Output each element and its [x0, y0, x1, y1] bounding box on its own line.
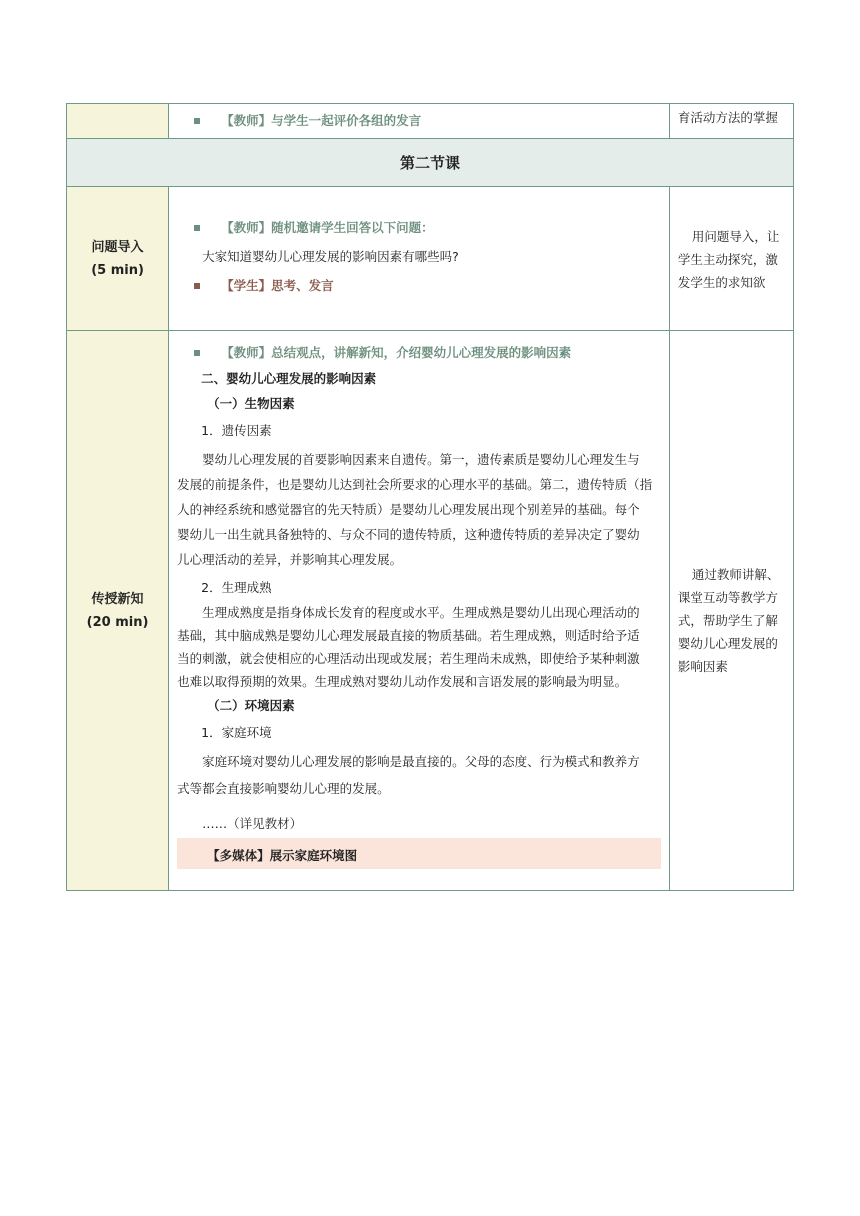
para-line: 当的刺激，就会使相应的心理活动出现或发展；若生理尚未成熟，即使给予某种刺激 — [177, 651, 640, 666]
teacher-bullet-text: 【教师】总结观点，讲解新知，介绍婴幼儿心理发展的影响因素 — [221, 345, 572, 360]
para-line: 式等都会直接影响婴幼儿心理的发展。 — [177, 781, 390, 796]
para-line: 发展的前提条件，也是婴幼儿达到社会所要求的心理水平的基础。第二，遗传特质（指 — [177, 477, 653, 492]
see-textbook-note: ……（详见教材） — [202, 816, 303, 831]
note-text: 用问题导入，让学生主动探究，激发学生的求知欲 — [677, 228, 780, 290]
item-family: 1．家庭环境 — [201, 725, 272, 740]
section-title: 第二节课 — [67, 139, 794, 187]
paragraph-maturation — [169, 601, 669, 693]
bullet-square-icon — [194, 118, 200, 124]
teacher-bullet-text: 【教师】随机邀请学生回答以下问题： — [221, 220, 434, 235]
note-text: 育活动方法的掌握 — [677, 110, 778, 125]
student-bullet — [169, 276, 669, 296]
para-line: 生理成熟度是指身体成长发育的程度或水平。生理成熟是婴幼儿出现心理活动的 — [202, 605, 640, 620]
activity-cell-teach — [169, 331, 670, 891]
activity-cell-intro — [169, 187, 670, 331]
teacher-bullet — [169, 218, 669, 238]
question-text: 大家知道婴幼儿心理发展的影响因素有哪些吗? — [202, 249, 459, 264]
stage-name: 问题导入 — [91, 239, 144, 255]
bullet-square-icon — [194, 283, 200, 289]
section-header-row — [67, 139, 794, 187]
teacher-bullet — [169, 343, 669, 363]
bullet-square-icon — [194, 350, 200, 356]
stage-cell-intro — [67, 187, 169, 331]
para-line: 婴幼儿一出生就具备独特的、与众不同的遗传特质，这种遗传特质的差异决定了婴幼 — [177, 527, 640, 542]
para-line: 婴幼儿心理发展的首要影响因素来自遗传。第一，遗传素质是婴幼儿心理发生与 — [202, 452, 640, 467]
student-bullet-text: 【学生】思考、发言 — [221, 278, 334, 293]
item-maturation: 2．生理成熟 — [201, 580, 272, 595]
subheading-environment: （二）环境因素 — [207, 698, 295, 713]
stage-time: (20 min) — [86, 614, 149, 630]
stage-cell-empty — [67, 104, 169, 139]
para-line: 家庭环境对婴幼儿心理发展的影响是最直接的。父母的态度、行为模式和教养方 — [202, 754, 640, 769]
note-cell — [669, 104, 793, 139]
para-line: 儿心理活动的差异，并影响其心理发展。 — [177, 552, 403, 567]
note-text: 通过教师讲解、课堂互动等教学方式，帮助学生了解婴幼儿心理发展的影响因素 — [677, 567, 780, 674]
paragraph-family — [169, 748, 669, 802]
stage-name: 传授新知 — [91, 591, 144, 607]
para-line: 基础，其中脑成熟是婴幼儿心理发展最直接的物质基础。若生理成熟，则适时给予适 — [177, 628, 640, 643]
stage-cell-teach — [67, 331, 169, 891]
paragraph-heredity — [169, 447, 669, 572]
stage-time: (5 min) — [91, 262, 144, 278]
para-line: 也难以取得预期的效果。生理成熟对婴幼儿动作发展和言语发展的影响最为明显。 — [177, 674, 628, 689]
teacher-bullet — [169, 113, 669, 129]
teach-row — [67, 331, 794, 891]
continuation-row — [67, 104, 794, 139]
lesson-plan-table — [66, 103, 794, 891]
note-cell-intro — [669, 187, 793, 331]
note-cell-teach — [669, 331, 793, 891]
multimedia-callout: 【多媒体】展示家庭环境图 — [177, 838, 661, 869]
bullet-square-icon — [194, 225, 200, 231]
teacher-bullet-text: 【教师】与学生一起评价各组的发言 — [221, 113, 422, 128]
activity-cell — [169, 104, 670, 139]
subheading-biological: （一）生物因素 — [207, 396, 295, 411]
para-line: 人的神经系统和感觉器官的先天特质）是婴幼儿心理发展出现个别差异的基础。每个 — [177, 502, 640, 517]
item-heredity: 1．遗传因素 — [201, 423, 272, 438]
intro-row — [67, 187, 794, 331]
section-heading: 二、婴幼儿心理发展的影响因素 — [201, 371, 377, 386]
